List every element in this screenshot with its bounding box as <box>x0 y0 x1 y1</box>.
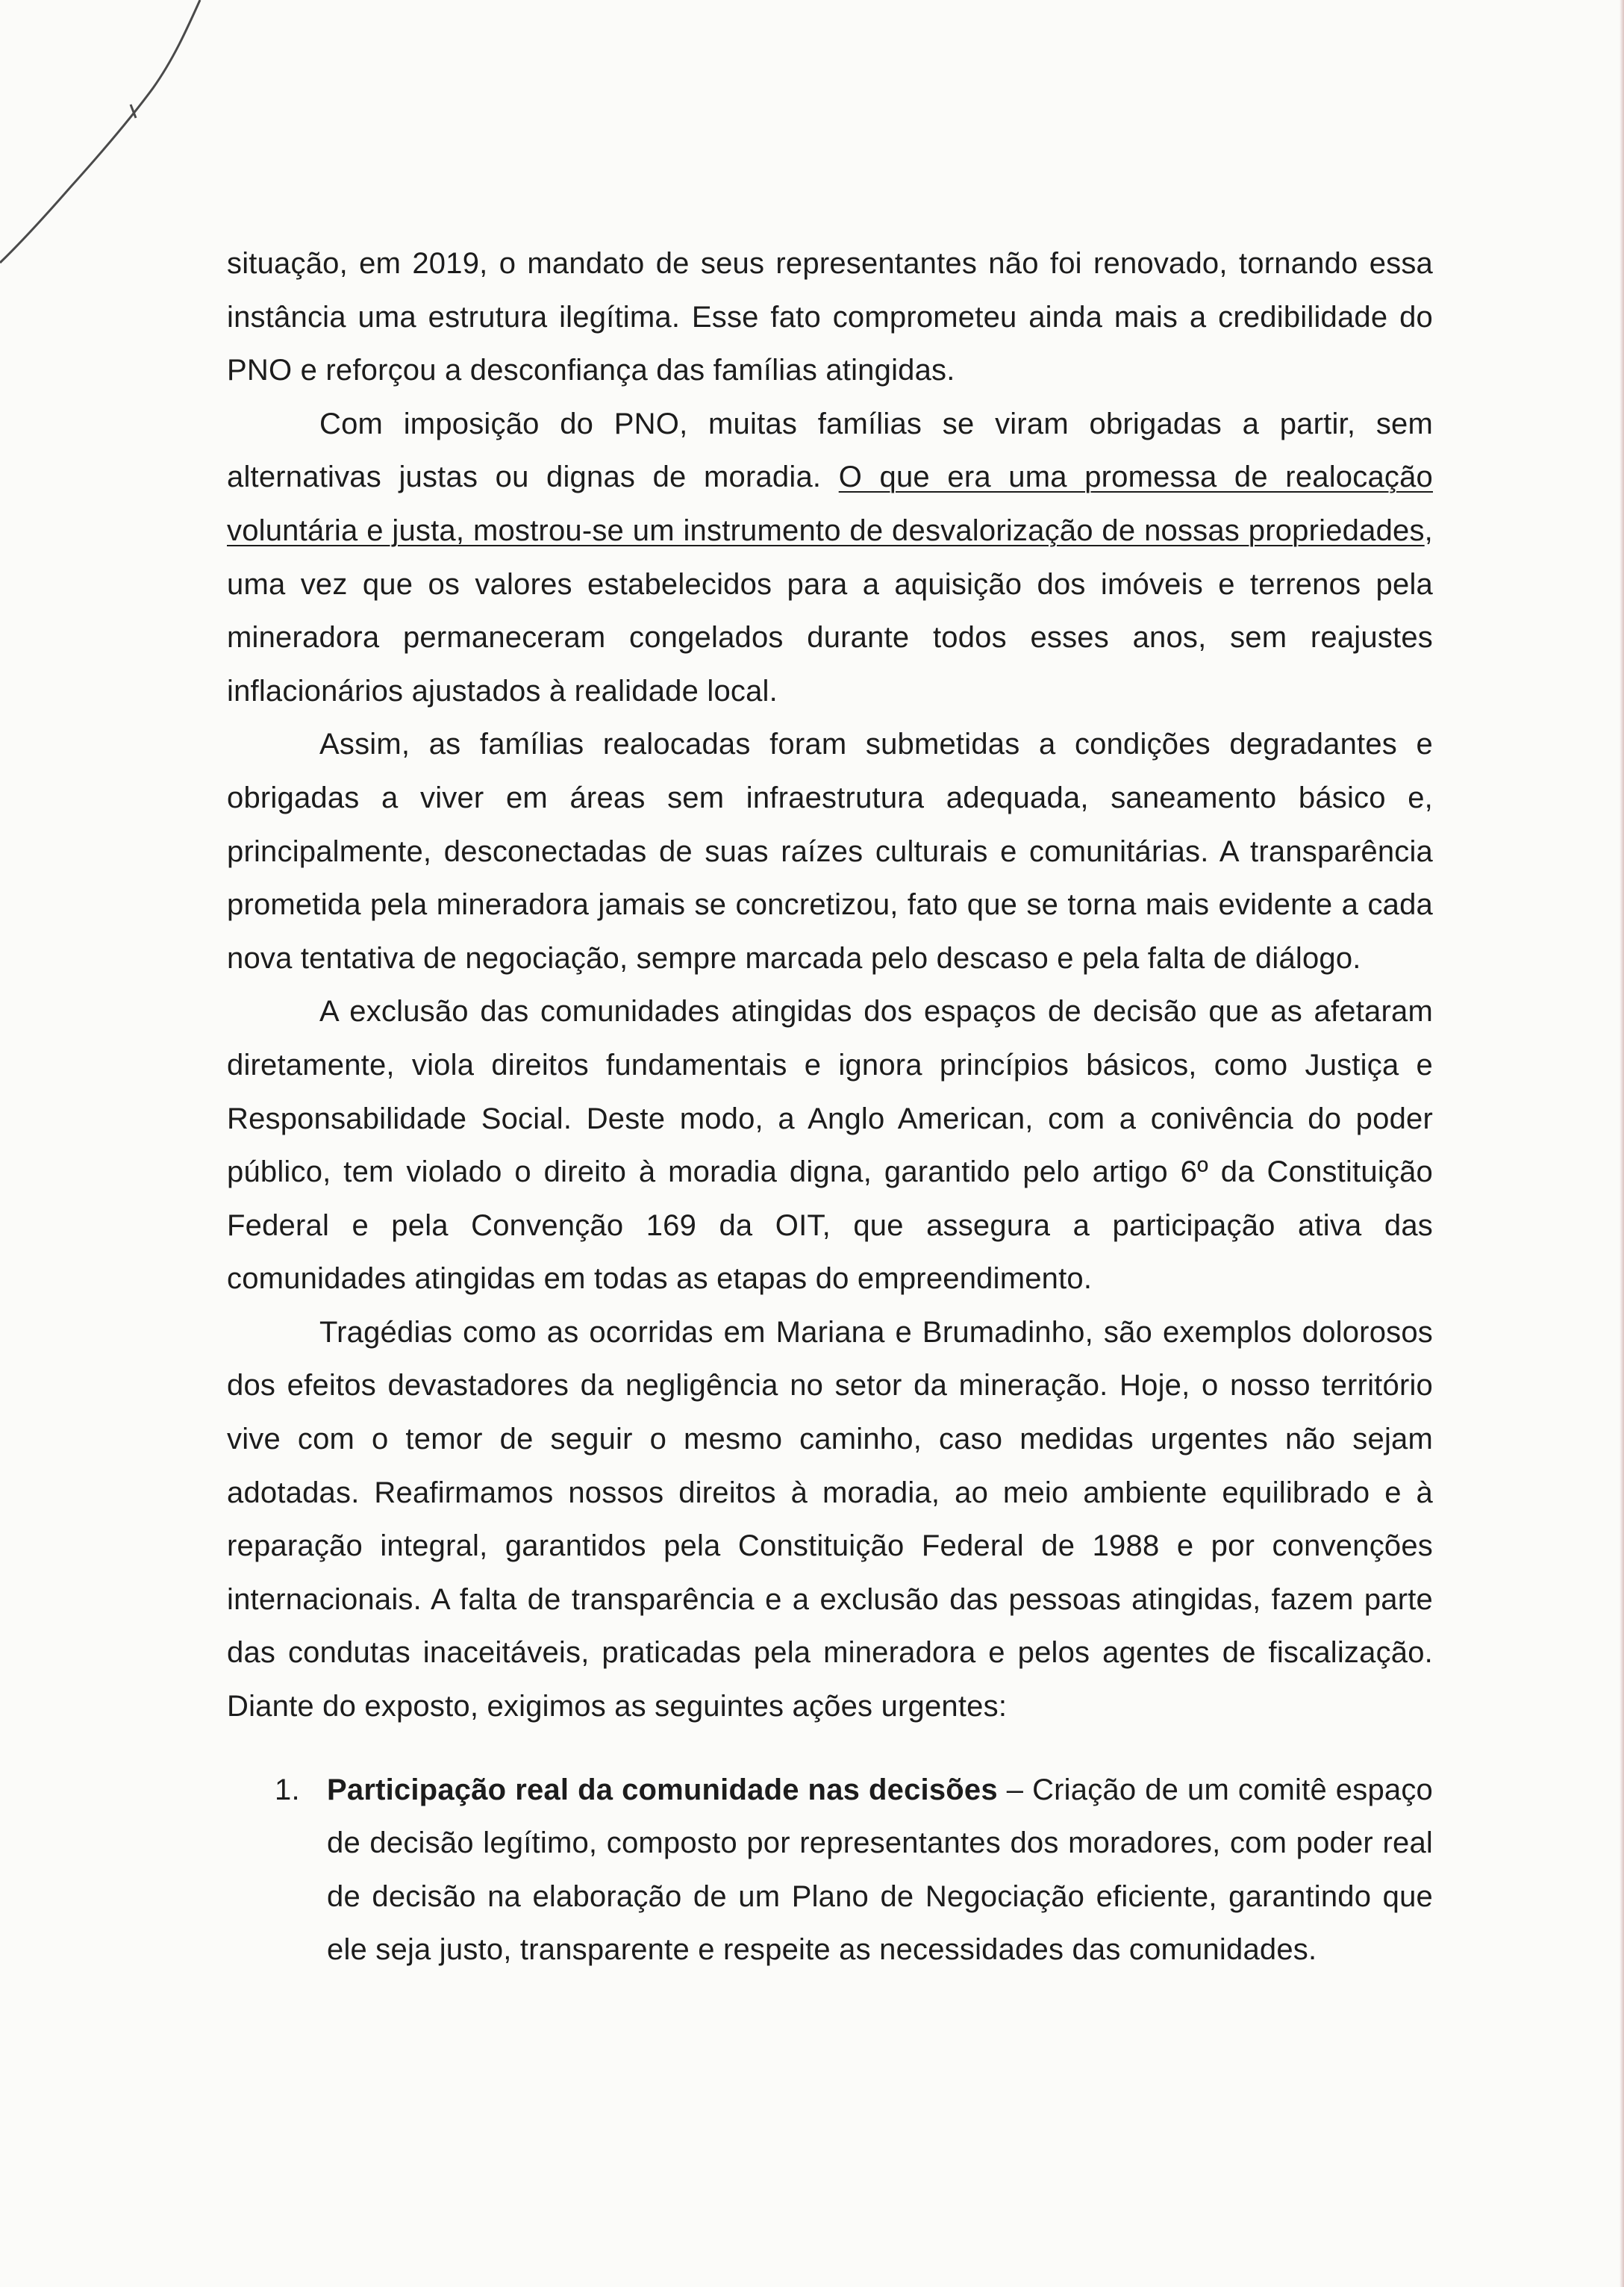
paragraph-1: situação, em 2019, o mandato de seus representantes não foi renovado, tornando essa instância uma estrutura ilegítima. Esse fato comprometeu ainda mais a credibilidade do PNO e reforçou a desconfiança das famílias atingidas. <box>227 247 1433 387</box>
demand-text: Criação de um comitê espaço de decisão legítimo, composto por representantes dos moradores, com poder real de decisão na elaboração de um Plano de Negociação eficiente, garantindo que ele seja justo, transparente e respeite as necessidades das comunidades. <box>327 1773 1433 1967</box>
demand-number: 1. <box>275 1773 300 1806</box>
paragraph-5: Tragédias como as ocorridas em Mariana e Brumadinho, são exemplos dolorosos dos efeitos devastadores da negligência no setor da mineração. Hoje, o nosso território vive com o temor de seguir o mesmo caminho, caso medidas urgentes não sejam adotadas. Reafirmamos nossos direitos à moradia, ao meio ambiente equilibrado e à reparação integral, garantidos pela Constituição Federal de 1988 e por convenções internacionais. A falta de transparência e a exclusão das pessoas atingidas, fazem parte das condutas inaceitáveis, praticadas pela mineradora e pelos agentes de fiscalização. Diante do exposto, exigimos as seguintes ações urgentes: <box>227 1315 1433 1723</box>
underlined-passage: O que era uma promessa de realocação voluntária e justa, mostrou-se um instrumento de desvalorização de nossas propriedades <box>227 461 1433 547</box>
demands-list <box>227 1764 1433 1977</box>
paragraph-2-end: , uma vez que os valores estabelecidos para a aquisição dos imóveis e terrenos pela mineradora permaneceram congelados durante todos esses anos, sem reajustes inflacionários ajustados à realidade local. <box>227 514 1433 708</box>
document-body <box>227 237 1433 1977</box>
paragraph-4: A exclusão das comunidades atingidas dos espaços de decisão que as afetaram diretamente, viola direitos fundamentais e ignora princípios básicos, como Justiça e Responsabilidade Social. Deste modo, a Anglo American, com a conivência do poder público, tem violado o direito à moradia digna, garantido pelo artigo 6º da Constituição Federal e pela Convenção 169 da OIT, que assegura a participação ativa das comunidades atingidas em todas as etapas do empreendimento. <box>227 995 1433 1296</box>
scan-right-edge <box>1620 0 1624 2287</box>
demand-separator: – <box>997 1773 1033 1806</box>
paragraph-2 <box>227 398 1433 719</box>
demand-title: Participação real da comunidade nas decisões <box>327 1773 998 1806</box>
paragraph-2-start: Com imposição do PNO, muitas famílias se viram obrigadas a partir, sem alternativas justas ou dignas de moradia. <box>227 407 1433 494</box>
demand-item <box>227 1764 1433 1977</box>
scan-margin-stroke <box>0 0 224 284</box>
paragraph-3: Assim, as famílias realocadas foram submetidas a condições degradantes e obrigadas a viver em áreas sem infraestrutura adequada, saneamento básico e, principalmente, desconectadas de suas raízes culturais e comunitárias. A transparência prometida pela mineradora jamais se concretizou, fato que se torna mais evidente a cada nova tentativa de negociação, sempre marcada pelo descaso e pela falta de diálogo. <box>227 728 1433 975</box>
